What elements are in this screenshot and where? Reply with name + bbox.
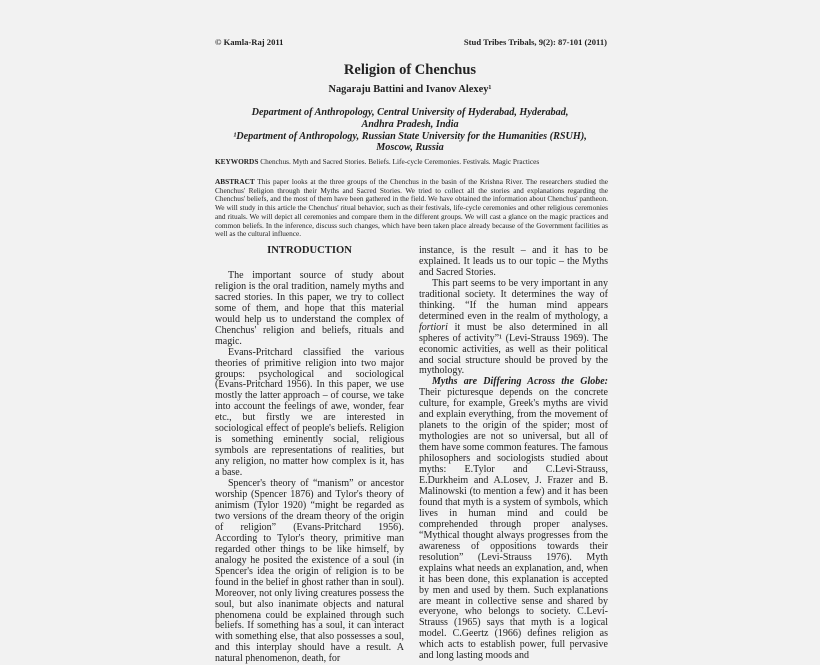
- abstract-text: This paper looks at the three groups of the Chenchus in the basin of the Krishna River. The researchers studied the Chenchus' Religion through their Myths and Sacred Stories. We tried to collect all the stories and explanations regarding the Chenchus' beliefs, and the most of them have been gathered in the field. We have obtained the information about Chenchus' pantheon. We will study in this article the Chenchus' ritual behavior, such as their festivals, life-cycle ceremonies and other religious ceremonies and rituals. We will depict all ceremonies and compare them in the different groups. We will cast a glance on the magic practices and common beliefs. In the inference, discuss such changes, which have been taken place already because of the Government facilities as well as the cultural influence.: [215, 177, 608, 239]
- paragraph-text: Their picturesque depends on the concrete culture, for example, Greek's myths are vivid and explain everything, from the movement of planets to the origin of the spider; most of mythologies are not so universal, but all of them have some common features. The famous philosophers and sociologists studied about myths: E.Tylor and C.Levi-Strauss, E.Durkheim and A.Losev, J. Frazer and B. Malinowski (to mention a few) and it has been found that myth is a system of symbols, which lives in human mind and could be comprehended through proper analyses. “Mythical thought always progresses from the awareness of oppositions towards their resolution” (Levi-Strauss 1976). Myth explains what needs an explanation, and, when it has been done, this explanation is accepted by men and used by them. Such explanations are meant in collective sense and shared by everyone, who belongs to society. C.Levi-Strauss (1965) says that myth is a logical model. C.Geertz (1966) defines religion as which acts to establish power, full pervasive and long lasting moods and: [419, 387, 608, 662]
- keywords: [215, 157, 608, 166]
- subsection-heading: Myths are Differing Across the Globe:: [432, 376, 608, 388]
- paragraph-text: it must be also determined in all spheres of activity”¹ (Levi-Strauss 1969). The economic activities, as well as their political and social structure should be proved by the mythology.: [419, 321, 608, 377]
- left-column: [215, 246, 404, 665]
- paragraph: Evans-Pritchard classified the various theories of primitive religion into two major groups: psychological and sociological (Evans-Pritchard 1956). In this paper, we use mostly the latter approach – of course, we take into account the feelings of awe, wonder, fear etc., but firstly we are interested in sociological effect of people's beliefs. Religion is something eminently social, religious symbols are representations of realities, but any religion, no matter how complex is it, has a base.: [215, 346, 404, 479]
- latin-phrase: fortiori: [419, 321, 448, 333]
- copyright-header: © Kamla-Raj 2011: [215, 37, 284, 47]
- affiliation-line: Andhra Pradesh, India: [361, 118, 459, 130]
- abstract: [215, 178, 608, 239]
- journal-citation-header: Stud Tribes Tribals, 9(2): 87-101 (2011): [463, 37, 607, 47]
- paragraph: Spencer's theory of “manism” or ancestor worship (Spencer 1876) and Tylor's theory of animism (Tylor 1920) “might be regarded as two versions of the dream theory of the origin of religion” (Evans-Pritchard 1956). According to Tylor's theory, primitive man regarded other things to be like himself, by analogy he posited the existence of a soul (in Spencer's idea the origin of religion is to be found in the belief in ghost rather than in soul). Moreover, not only living creatures possess the soul, but also inanimate objects and natural phenomena could be explained through such beliefs. If something has a soul, it can interact with something else, that also possesses a soul, and this interplay should have a result. A natural phenomenon, death, for: [215, 478, 404, 665]
- keywords-label: KEYWORDS: [215, 157, 259, 166]
- affiliation-line: ¹Department of Anthropology, Russian State University for the Humanities (RSUH),: [233, 130, 587, 142]
- paragraph: instance, is the result – and it has to be explained. It leads us to our topic – the Myths and Sacred Stories.: [419, 245, 608, 278]
- introduction-heading: INTRODUCTION: [267, 245, 352, 256]
- paragraph: [419, 377, 608, 662]
- affiliation-line: Department of Anthropology, Central University of Hyderabad, Hyderabad,: [251, 107, 569, 118]
- paper-title: Religion of Chenchus: [343, 62, 477, 78]
- affiliations: [230, 107, 590, 154]
- paragraph: [419, 279, 608, 378]
- paragraph-text: This part seems to be very important in any traditional society. It determines the way of thinking. “If the human mind appears determined even in the realm of mythology, a: [419, 277, 608, 322]
- authors: Nagaraju Battini and Ivanov Alexey¹: [328, 84, 492, 95]
- affiliation-line: Moscow, Russia: [376, 142, 444, 154]
- keywords-text: Chenchus. Myth and Sacred Stories. Beliefs. Life-cycle Ceremonies. Festivals. Magic Practices: [258, 157, 540, 166]
- abstract-label: ABSTRACT: [215, 177, 255, 186]
- paragraph: The important source of study about religion is the oral tradition, namely myths and sacred stories. In this paper, we try to collect some of them, and hope that this material would help us to understand the complex of Chenchus' religion and beliefs, rituals and magic.: [215, 269, 404, 347]
- right-column: [419, 246, 608, 662]
